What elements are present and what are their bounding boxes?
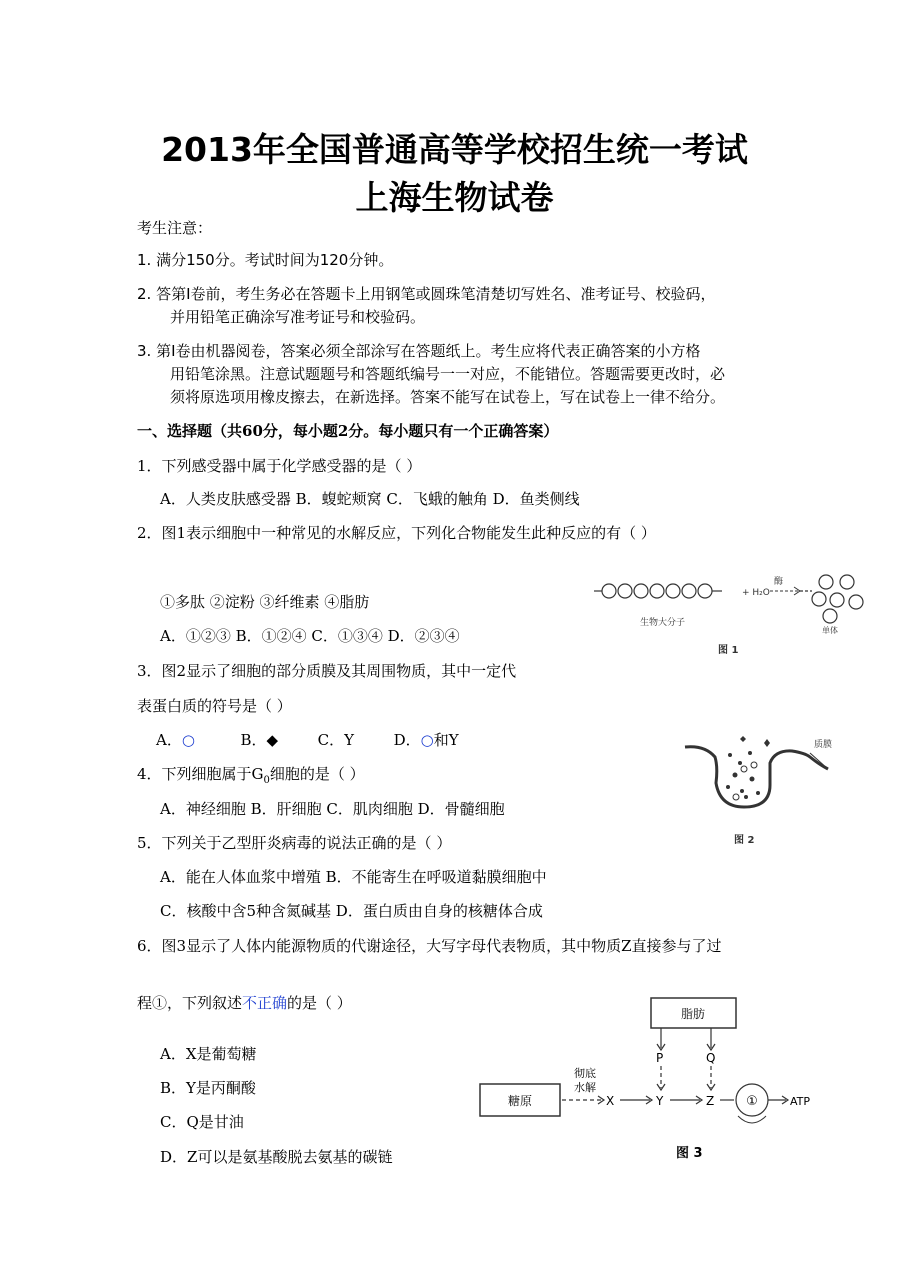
q2-stem: 2．图1表示细胞中一种常见的水解反应，下列化合物能发生此种反应的有（ ） (137, 524, 656, 542)
figure-3-caption: 图 3 (676, 1146, 703, 1161)
figure-3-process-label: ① (746, 1094, 758, 1109)
figure-3-x-label: X (606, 1094, 615, 1108)
figure-3-y-label: Y (656, 1094, 664, 1108)
q4-stem (137, 764, 365, 791)
exam-title-line1: 2013年全国普通高等学校招生统一考试 (161, 130, 748, 169)
notice-item-3-line1: 3. 第Ⅰ卷由机器阅卷，答案必须全部涂写在答题纸上。考生应将代表正确答案的小方格 (137, 342, 701, 360)
figure-1-macromolecule-label: 生物大分子 (640, 618, 686, 628)
figure-3-atp-label: ATP (790, 1095, 811, 1108)
q6-stem-post: 的是（ ） (287, 994, 352, 1012)
circle-symbol-icon: ○ (181, 731, 195, 749)
q3-option-b: B．◆ (240, 731, 279, 749)
q6-option-c: C．Q是甘油 (160, 1113, 244, 1131)
notice-item-2-line2: 并用铅笔正确涂写准考证号和校验码。 (170, 308, 426, 326)
figure-2-caption: 图 2 (734, 835, 755, 846)
q4-stem-pre: 4．下列细胞属于G (137, 765, 264, 783)
figure-3-hydrolysis-line2: 水解 (574, 1081, 596, 1094)
notice-item-2-line1: 2. 答第Ⅰ卷前，考生务必在答题卡上用钢笔或圆珠笔清楚切写姓名、准考证号、校验码， (137, 285, 716, 303)
figure-3-metabolism-diagram (470, 990, 830, 1165)
q3-option-d: D． (393, 731, 421, 749)
q6-option-a: A．X是葡萄糖 (160, 1045, 257, 1063)
circle-symbol-icon: ○ (420, 731, 434, 749)
section-heading: 一、选择题（共60分，每小题2分。每小题只有一个正确答案） (137, 422, 559, 440)
figure-3-q-label: Q (706, 1051, 716, 1065)
q6-stem-line1: 6．图3显示了人体内能源物质的代谢途径，大写字母代表物质，其中物质Z直接参与了过 (137, 937, 722, 955)
figure-1-caption: 图 1 (718, 645, 739, 656)
figure-3-z-label: Z (706, 1094, 715, 1108)
q3-option-c: C．Y (317, 731, 355, 749)
figure-1-monomer-label: 单体 (822, 626, 838, 635)
figure-1-hydrolysis-diagram (590, 565, 870, 660)
q3-stem-line2: 表蛋白质的符号是（ ） (137, 697, 292, 715)
q4-stem-sub: 0 (263, 775, 270, 786)
q3-options (156, 730, 459, 750)
q5-options-line2: C．核酸中含5种含氮碱基 D．蛋白质由自身的核糖体合成 (160, 902, 543, 920)
q1-options: A．人类皮肤感受器 B．蝮蛇颊窝 C．飞蛾的触角 D．鱼类侧线 (160, 490, 580, 508)
figure-3-glycogen-label: 糖原 (507, 1094, 533, 1108)
figure-1-enzyme-label: 酶 (774, 577, 784, 587)
q6-stem-pre: 程①，下列叙述 (137, 994, 243, 1012)
notice-heading: 考生注意： (137, 219, 213, 237)
q4-stem-post: 细胞的是（ ） (269, 765, 365, 783)
figure-3-p-label: P (656, 1051, 664, 1065)
q3-option-d-suffix: 和Y (433, 731, 459, 749)
q2-options: A．①②③ B．①②④ C．①③④ D．②③④ (160, 627, 460, 645)
q2-items: ①多肽 ②淀粉 ③纤维素 ④脂肪 (160, 593, 370, 611)
notice-item-1: 1. 满分150分。考试时间为120分钟。 (137, 251, 394, 269)
q6-stem-emphasis: 不正确 (242, 994, 288, 1012)
notice-item-3-line3: 须将原选项用橡皮擦去，在新选择。答案不能写在试卷上，写在试卷上一律不给分。 (170, 388, 726, 406)
figure-3-fat-label: 脂肪 (680, 1007, 706, 1021)
figure-1-water-label: + H₂O (742, 588, 770, 598)
exam-title-line2: 上海生物试卷 (355, 178, 554, 217)
q5-options-line1: A．能在人体血浆中增殖 B．不能寄生在呼吸道黏膜细胞中 (160, 868, 547, 886)
q3-stem-line1: 3．图2显示了细胞的部分质膜及其周围物质，其中一定代 (137, 662, 517, 680)
figure-3-hydrolysis-line1: 彻底 (574, 1067, 596, 1080)
q6-option-b: B．Y是丙酮酸 (160, 1079, 256, 1097)
q1-stem: 1．下列感受器中属于化学感受器的是（ ） (137, 457, 422, 475)
q6-stem-line2 (137, 993, 352, 1013)
figure-2-membrane-diagram (680, 735, 850, 850)
q4-options: A．神经细胞 B．肝细胞 C．肌肉细胞 D．骨髓细胞 (160, 800, 505, 818)
q5-stem: 5．下列关于乙型肝炎病毒的说法正确的是（ ） (137, 834, 452, 852)
q3-option-a: A． (156, 731, 182, 749)
figure-2-membrane-label: 质膜 (814, 740, 833, 750)
notice-item-3-line2: 用铅笔涂黑。注意试题题号和答题纸编号一一对应，不能错位。答题需要更改时，必 (170, 365, 726, 383)
q6-option-d: D．Z可以是氨基酸脱去氨基的碳链 (160, 1148, 393, 1166)
